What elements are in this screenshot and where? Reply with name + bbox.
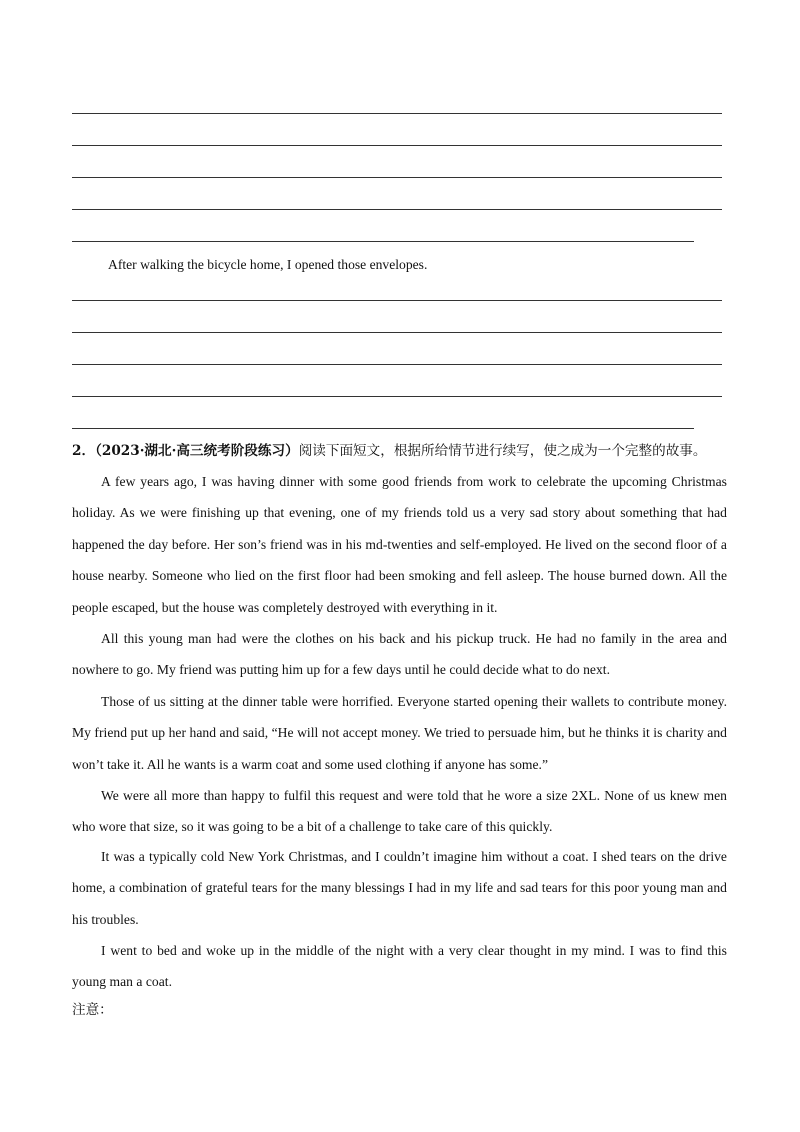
answer-line — [72, 428, 694, 429]
answer-line — [72, 300, 722, 301]
question-instruction: 阅读下面短文，根据所给情节进行续写，使之成为一个完整的故事。 — [298, 443, 707, 459]
continuation-prompt: After walking the bicycle home, I opened those envelopes. — [108, 257, 428, 272]
story-paragraph: We were all more than happy to fulfil this request and were told that he wore a size 2XL. None of us knew men who wore that size, so it was going to be a bit of a challenge to take care of this quickly. — [72, 788, 727, 835]
answer-line — [72, 364, 722, 365]
question-number: 2． — [72, 443, 96, 459]
answer-line — [72, 396, 722, 397]
question-header — [72, 441, 707, 461]
answer-line — [72, 145, 722, 146]
story-paragraph: I went to bed and woke up in the middle of the night with a very clear thought in my mind. I was to find this young man a coat. — [72, 943, 727, 990]
story-paragraph: Those of us sitting at the dinner table were horrified. Everyone started opening their wallets to contribute money. My friend put up her hand and said, “He will not accept money. We tried to persuade him, but he thinks it is charity and won’t take it. All he wants is a warm coat and some used clothing if anyone has some.” — [72, 694, 727, 772]
answer-line — [72, 177, 722, 178]
story-paragraph: All this young man had were the clothes on his back and his pickup truck. He had no family in the area and nowhere to go. My friend was putting him up for a few days until he could decide what to do next. — [72, 631, 727, 678]
answer-line — [72, 209, 722, 210]
question-source: （2023·湖北·高三统考阶段练习） — [95, 443, 299, 459]
answer-line — [72, 332, 722, 333]
story-paragraph: It was a typically cold New York Christmas, and I couldn’t imagine him without a coat. I shed tears on the drive home, a combination of grateful tears for the many blessings I had in my life and sad tears for this poor young man and his troubles. — [72, 849, 727, 927]
answer-line — [72, 113, 722, 114]
answer-line — [72, 241, 694, 242]
story-paragraph: A few years ago, I was having dinner with some good friends from work to celebrate the upcoming Christmas holiday. As we were finishing up that evening, one of my friends told us a very sad story about something that had happened the day before. Her son’s friend was in his md-twenties and self-employed. He lived on the second floor of a house nearby. Someone who lied on the first floor had been smoking and fell asleep. The house burned down. All the people escaped, but the house was completely destroyed with everything in it. — [72, 474, 727, 615]
note-label: 注意： — [72, 1002, 113, 1018]
